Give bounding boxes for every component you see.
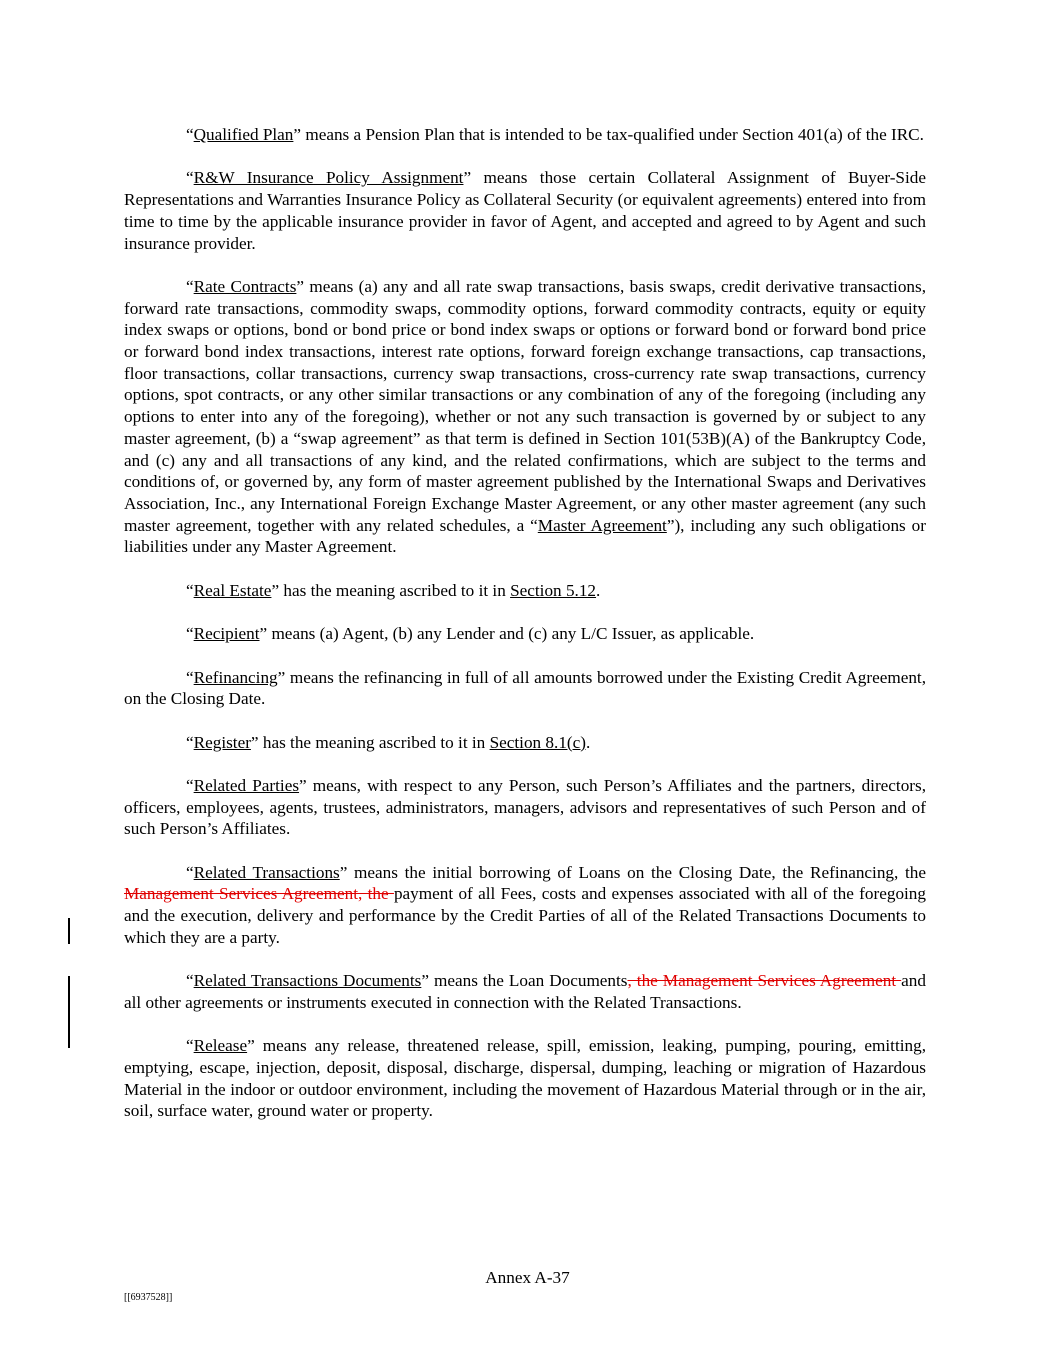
page-number: Annex A-37 [485, 1268, 570, 1287]
text-run: ” means the refinancing in full of all amounts borrowed under the Existing Credit Agreement, on the Closing Date. [124, 667, 926, 709]
text-run: “ [186, 276, 194, 296]
document-id: [[6937528]] [124, 1292, 173, 1303]
definition-paragraph [124, 623, 926, 645]
text-run: “ [186, 667, 194, 687]
defined-term: Refinancing [193, 667, 278, 687]
text-run: . [586, 732, 591, 752]
defined-term: Related Transactions [193, 862, 340, 882]
defined-term: Real Estate [193, 580, 272, 600]
text-run: “ [186, 580, 194, 600]
text-run: ” means the initial borrowing of Loans on the Closing Date, the Refinancing, the [339, 862, 926, 882]
text-run: ” means a Pension Plan that is intended to be tax-qualified under Section 401(a) of the IRC. [293, 125, 924, 144]
deleted-text: , the Management Services Agreement [627, 971, 902, 991]
defined-term: Section 5.12 [510, 580, 597, 600]
definition-paragraph [124, 580, 926, 602]
text-run: “ [186, 971, 194, 991]
defined-term: Section 8.1(c) [489, 732, 586, 752]
text-run: “ [186, 168, 194, 188]
change-bar [68, 976, 70, 1048]
definition-paragraph [124, 667, 926, 710]
defined-term: R&W Insurance Policy Assignment [193, 168, 464, 188]
defined-term: Rate Contracts [193, 276, 297, 296]
text-run: “ [186, 125, 194, 144]
text-run: “ [186, 775, 194, 795]
text-run: ” means (a) any and all rate swap transactions, basis swaps, credit derivative transactions, forward rate transactions, commodity swaps, commodity options, forward commodity contracts, equity or equity index swaps or options, bond or bond price or bond index swaps or options or forward bond or forward bond price or forward bond index transactions, interest rate options, forward foreign exchange transactions, cap transactions, floor transactions, collar transactions, currency swap transactions, cross-currency rate swap transactions, currency options, spot contracts, or any other similar transactions or any combination of any of the foregoing (including any options to enter into any of the foregoing), whether or not any such transaction is governed by or subject to any master agreement, (b) a “swap agreement” as that term is defined in Section 101(53B)(A) of the Bankruptcy Code, and (c) any and all transactions of any kind, and the related confirmations, which are subject to the terms and conditions of, or governed by, any form of master agreement published by the International Swaps and Derivatives Association, Inc., any International Foreign Exchange Master Agreement, or any other master agreement (any such master agreement, together with any related schedules, a “ [124, 276, 927, 535]
defined-term: Related Transactions Documents [193, 971, 422, 991]
text-run: ” means those certain Collateral Assignment of Buyer-Side Representations and Warranties Insurance Policy as Collateral Security (or equivalent agreements) entered into from time to time by the applicable insurance provider in favor of Agent, and accepted and agreed to by Agent and such insurance provider. [124, 168, 926, 253]
text-run: ” has the meaning ascribed to it in [271, 580, 511, 600]
definition-paragraph [124, 862, 926, 949]
change-bar [68, 918, 70, 944]
text-run: ” means (a) Agent, (b) any Lender and (c) any L/C Issuer, as applicable. [259, 624, 755, 644]
defined-term: Related Parties [193, 775, 300, 795]
document-body [124, 124, 926, 1144]
text-run: ” means the Loan Documents [421, 971, 628, 991]
definition-paragraph [124, 775, 926, 840]
definition-paragraph [124, 167, 926, 254]
text-run: ”), including any such obligations or liabilities under any Master Agreement. [124, 515, 926, 557]
text-run: ” means any release, threatened release, spill, emission, leaking, pumping, pouring, emitting, emptying, escape, injection, deposit, disposal, discharge, dispersal, dumping, leaching or migration of Hazardous Material in the indoor or outdoor environment, including the movement of Hazardous Material through or in the air, soil, surface water, ground water or property. [124, 1036, 926, 1121]
text-run: “ [186, 1036, 194, 1056]
definition-paragraph [124, 276, 926, 558]
definition-paragraph [124, 732, 926, 754]
definition-paragraph [124, 124, 926, 146]
defined-term: Master Agreement [537, 515, 667, 535]
text-run: “ [186, 862, 194, 882]
definition-paragraph [124, 1035, 926, 1122]
text-run: “ [186, 732, 194, 752]
text-run: . [596, 580, 601, 600]
text-run: and all other agreements or instruments executed in connection with the Related Transactions. [124, 971, 926, 1012]
defined-term: Register [193, 732, 251, 752]
text-run: ” has the meaning ascribed to it in [250, 732, 490, 752]
defined-term: Recipient [193, 624, 260, 644]
definition-paragraph [124, 970, 926, 1013]
text-run: ” means, with respect to any Person, such Person’s Affiliates and the partners, directors, officers, employees, agents, trustees, administrators, managers, advisors and representatives of such Person and of such Person’s Affiliates. [124, 775, 927, 839]
defined-term: Release [193, 1036, 248, 1056]
defined-term: Qualified Plan [193, 125, 294, 144]
deleted-text: Management Services Agreement, the [124, 884, 394, 904]
text-run: payment of all Fees, costs and expenses associated with all of the foregoing and the execution, delivery and performance by the Credit Parties of all of the Related Transactions Documents to which they are a party. [124, 884, 926, 947]
text-run: “ [186, 624, 194, 644]
